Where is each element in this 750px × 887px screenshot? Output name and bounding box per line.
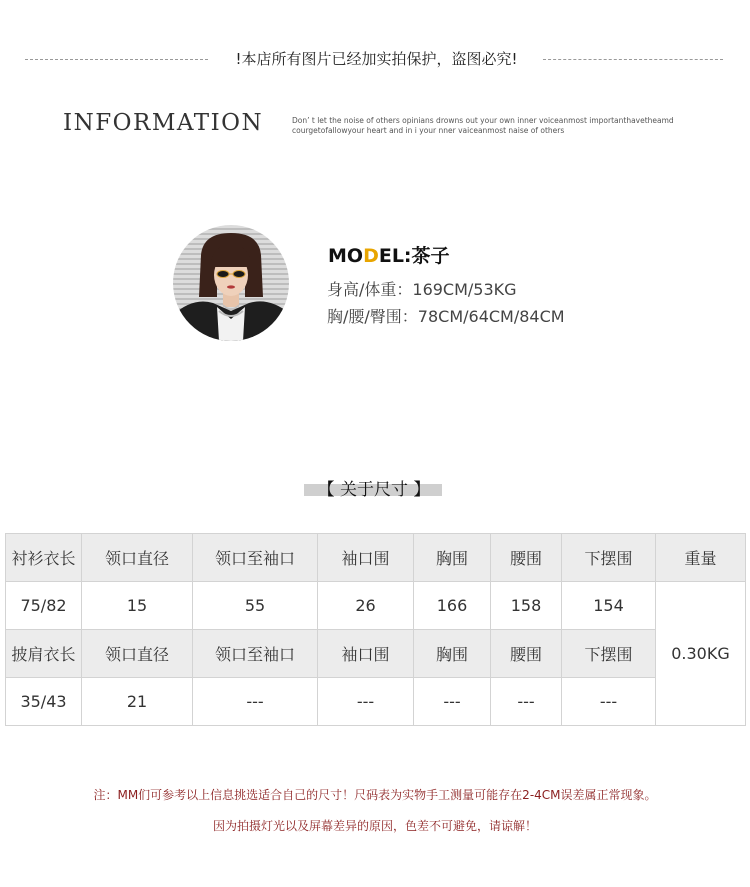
model-avatar	[173, 225, 289, 341]
table-header-cell: 重量	[656, 534, 746, 582]
model-name-label	[328, 241, 450, 268]
table-cell: 55	[193, 582, 318, 630]
table-cell: ---	[414, 678, 491, 726]
copyright-notice-text: !本店所有图片已经加实拍保护，盗图必究!	[235, 50, 518, 68]
table-header-cell: 袖口围	[318, 630, 414, 678]
table-cell: ---	[193, 678, 318, 726]
table-header-cell: 胸围	[414, 534, 491, 582]
model-label-prefix: MO	[328, 245, 364, 267]
model-name: 茶子	[411, 245, 450, 267]
size-note: 注：MM们可参考以上信息挑选适合自己的尺寸！尺码表为实物手工测量可能存在2-4CM误差属正常现象。	[93, 788, 657, 802]
table-header-cell: 下摆围	[562, 534, 656, 582]
table-header-cell: 袖口围	[318, 534, 414, 582]
model-label-suffix: EL:	[378, 245, 412, 267]
color-note: 因为拍摄灯光以及屏幕差异的原因，色差不可避免，请谅解！	[212, 819, 537, 833]
table-cell-weight: 0.30KG	[656, 582, 746, 726]
table-row-shirt-header	[6, 534, 746, 582]
table-header-cell: 胸围	[414, 630, 491, 678]
model-measurements: 胸/腰/臀围：78CM/64CM/84CM	[327, 307, 565, 326]
divider-left	[25, 59, 208, 60]
model-height-weight: 身高/体重：169CM/53KG	[327, 280, 517, 299]
model-label-accent: D	[363, 245, 379, 267]
model-avatar-photo	[173, 225, 289, 341]
table-row-cape-values	[6, 678, 746, 726]
information-subtext-line-2: courgetofallowyour heart and in i your nner vaiceanmost naise of others	[292, 126, 565, 135]
table-cell: 75/82	[6, 582, 82, 630]
table-cell: ---	[491, 678, 562, 726]
table-header-cell: 衬衫衣长	[6, 534, 82, 582]
table-header-cell: 领口至袖口	[193, 534, 318, 582]
table-header-cell: 腰围	[491, 534, 562, 582]
table-header-cell: 披肩衣长	[6, 630, 82, 678]
information-subtext	[292, 116, 712, 136]
table-cell: 21	[82, 678, 193, 726]
table-row-shirt-values	[6, 582, 746, 630]
table-cell: 15	[82, 582, 193, 630]
information-subtext-line-1: Don’ t let the noise of others opinians drowns out your own inner voiceanmost importanthavetheamd	[292, 116, 674, 125]
table-row-cape-header	[6, 630, 746, 678]
table-cell: ---	[318, 678, 414, 726]
information-heading: INFORMATION	[63, 110, 264, 136]
divider-right	[543, 59, 723, 60]
table-header-cell: 领口直径	[82, 534, 193, 582]
table-cell: 166	[414, 582, 491, 630]
size-section-heading	[304, 478, 444, 502]
table-header-cell: 领口直径	[82, 630, 193, 678]
table-cell: 154	[562, 582, 656, 630]
table-cell: 158	[491, 582, 562, 630]
copyright-notice	[0, 48, 750, 70]
table-header-cell: 下摆围	[562, 630, 656, 678]
table-header-cell: 领口至袖口	[193, 630, 318, 678]
size-heading-text: 【 关于尺寸 】	[317, 480, 431, 500]
table-cell: 26	[318, 582, 414, 630]
size-table	[5, 533, 746, 726]
table-header-cell: 腰围	[491, 630, 562, 678]
table-cell: ---	[562, 678, 656, 726]
table-cell: 35/43	[6, 678, 82, 726]
